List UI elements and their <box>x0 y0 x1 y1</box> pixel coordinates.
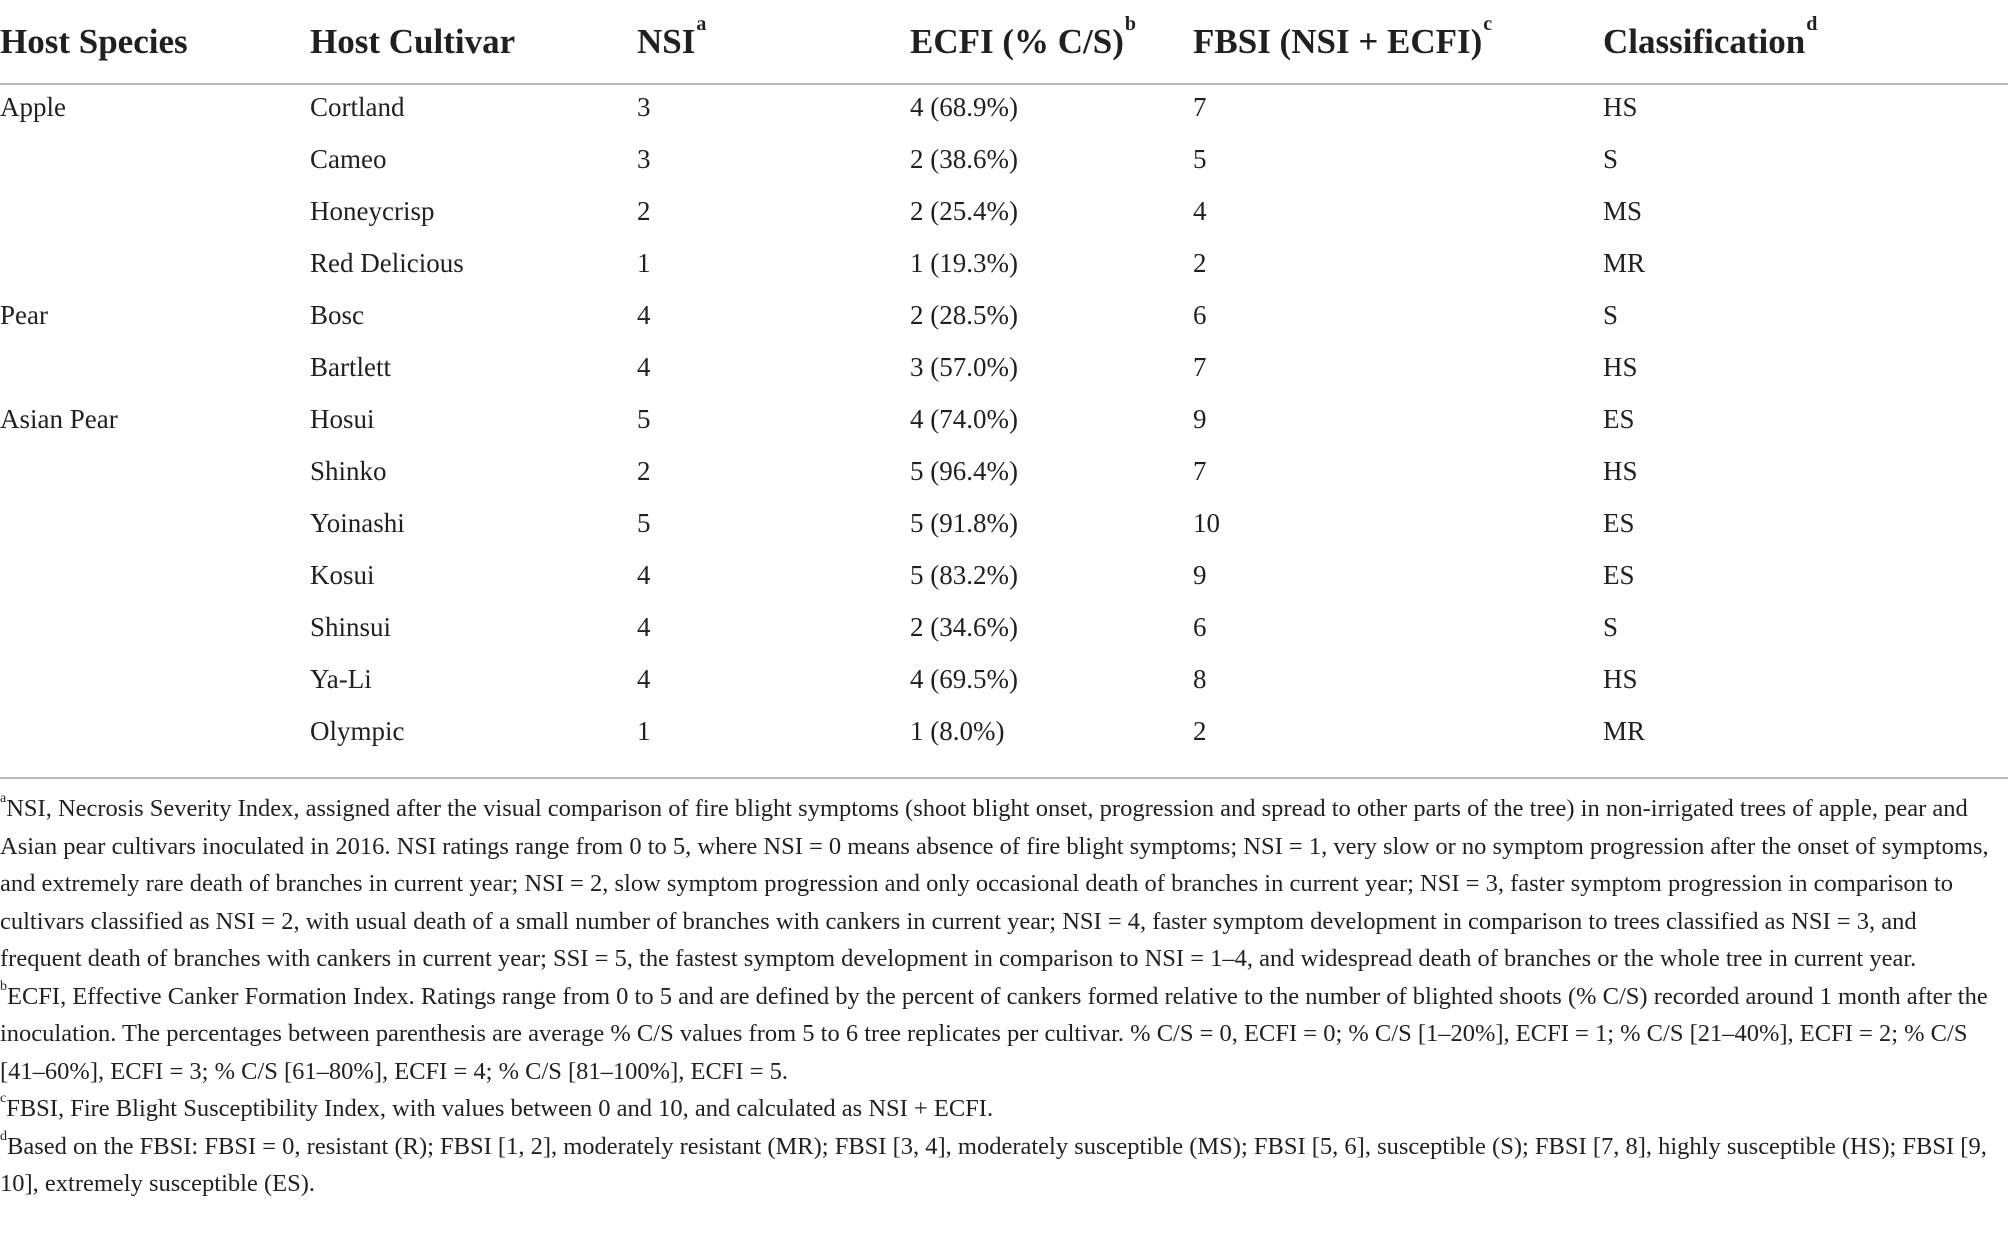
cell-ecfi: 5 (83.2%) <box>910 560 1018 590</box>
table-body <box>0 84 2008 760</box>
table-footnotes <box>0 790 2004 1203</box>
footnote-mark: c <box>1483 13 1493 35</box>
header-text: FBSI (NSI + ECFI) <box>1193 22 1483 61</box>
footnote-mark: d <box>1806 13 1818 35</box>
cell-host-species: Apple <box>0 92 66 122</box>
cell-host-cultivar: Yoinashi <box>310 508 405 538</box>
cell-classification: ES <box>1603 404 1635 434</box>
footnote-text: ECFI, Effective Canker Formation Index. Ratings range from 0 to 5 and are defined by the percent of cankers formed relative to the number of blighted shoots (% C/S) recorded around 1 month after the inoculation. The percentages between parenthesis are average % C/S values from 5 to 6 tree replicates per cultivar. % C/S = 0, ECFI = 0; % C/S [1–20%], ECFI = 1; % C/S [21–40%], ECFI = 2; % C/S [41–60%], ECFI = 3; % C/S [61–80%], ECFI = 4; % C/S [81–100%], ECFI = 5. <box>0 982 1988 1085</box>
cell-nsi: 4 <box>637 560 651 590</box>
cell-fbsi: 2 <box>1193 248 1207 278</box>
cell-fbsi: 10 <box>1193 508 1220 538</box>
cell-nsi: 4 <box>637 352 651 382</box>
cell-host-cultivar: Ya-Li <box>310 664 372 694</box>
table-row <box>0 500 2008 552</box>
cell-host-cultivar: Olympic <box>310 716 405 746</box>
cell-ecfi: 2 (25.4%) <box>910 196 1018 226</box>
cell-classification: S <box>1603 612 1619 642</box>
footnote-text: Based on the FBSI: FBSI = 0, resistant (R); FBSI [1, 2], moderately resistant (MR); FBSI [3, 4], moderately susceptible (MS); FBSI [5, 6], susceptible (S); FBSI [7, 8], highly susceptible (HS); FBSI [9, 10], extremely susceptible (ES). <box>0 1132 1987 1197</box>
table-row <box>0 708 2008 760</box>
cell-host-cultivar: Kosui <box>310 560 375 590</box>
cell-nsi: 4 <box>637 300 651 330</box>
footnote-c <box>0 1090 2004 1128</box>
table-bottom-divider <box>0 777 2008 779</box>
table-row <box>0 188 2008 240</box>
cell-ecfi: 2 (28.5%) <box>910 300 1018 330</box>
table-row <box>0 656 2008 708</box>
cell-nsi: 5 <box>637 508 651 538</box>
cell-fbsi: 9 <box>1193 404 1207 434</box>
header-classification <box>1603 13 1818 66</box>
cell-nsi: 3 <box>637 144 651 174</box>
footnote-mark: a <box>696 13 707 35</box>
footnote-mark: b <box>0 978 7 994</box>
header-text: ECFI (% C/S) <box>910 22 1124 61</box>
table-row <box>0 136 2008 188</box>
cell-fbsi: 6 <box>1193 612 1207 642</box>
cell-classification: MR <box>1603 716 1646 746</box>
cell-classification: MS <box>1603 196 1643 226</box>
table-row <box>0 396 2008 448</box>
cell-fbsi: 7 <box>1193 456 1207 486</box>
cell-ecfi: 4 (74.0%) <box>910 404 1018 434</box>
cell-ecfi: 1 (19.3%) <box>910 248 1018 278</box>
cell-host-cultivar: Hosui <box>310 404 375 434</box>
header-fbsi <box>1193 13 1493 66</box>
header-host-species <box>0 18 188 66</box>
cell-ecfi: 3 (57.0%) <box>910 352 1018 382</box>
cell-ecfi: 1 (8.0%) <box>910 716 1005 746</box>
cell-classification: HS <box>1603 664 1638 694</box>
footnote-a <box>0 790 2004 978</box>
cell-fbsi: 8 <box>1193 664 1207 694</box>
cell-fbsi: 7 <box>1193 92 1207 122</box>
cell-classification: S <box>1603 144 1619 174</box>
cell-ecfi: 2 (34.6%) <box>910 612 1018 642</box>
footnote-mark: d <box>0 1128 7 1144</box>
footnote-b <box>0 978 2004 1091</box>
header-text: Host Cultivar <box>310 22 516 61</box>
cell-fbsi: 2 <box>1193 716 1207 746</box>
header-nsi <box>637 13 707 66</box>
cell-nsi: 5 <box>637 404 651 434</box>
cell-nsi: 4 <box>637 612 651 642</box>
table-row <box>0 292 2008 344</box>
footnote-mark: b <box>1124 13 1137 35</box>
cell-host-cultivar: Red Delicious <box>310 248 464 278</box>
cell-host-species: Pear <box>0 300 48 330</box>
cell-nsi: 1 <box>637 716 651 746</box>
cell-ecfi: 4 (68.9%) <box>910 92 1018 122</box>
cell-classification: S <box>1603 300 1619 330</box>
cell-host-cultivar: Bosc <box>310 300 364 330</box>
table-row <box>0 448 2008 500</box>
header-text: Host Species <box>0 22 188 61</box>
cell-classification: MR <box>1603 248 1646 278</box>
table-row <box>0 552 2008 604</box>
table-row <box>0 604 2008 656</box>
cell-fbsi: 7 <box>1193 352 1207 382</box>
table-row <box>0 344 2008 396</box>
cell-nsi: 2 <box>637 196 651 226</box>
cell-nsi: 2 <box>637 456 651 486</box>
cell-ecfi: 4 (69.5%) <box>910 664 1018 694</box>
cell-fbsi: 4 <box>1193 196 1207 226</box>
cell-host-cultivar: Honeycrisp <box>310 196 435 226</box>
footnote-text: NSI, Necrosis Severity Index, assigned after the visual comparison of fire blight symptoms (shoot blight onset, progression and spread to other parts of the tree) in non-irrigated trees of apple, pear and Asian pear cultivars inoculated in 2016. NSI ratings range from 0 to 5, where NSI = 0 means absence of fire blight symptoms; NSI = 1, very slow or no symptom progression after the onset of symptoms, and extremely rare death of branches in current year; NSI = 2, slow symptom progression and only occasional death of branches in current year; NSI = 3, faster symptom progression in comparison to cultivars classified as NSI = 2, with usual death of a small number of branches with cankers in current year; NSI = 4, faster symptom development in comparison to trees classified as NSI = 3, and frequent death of branches with cankers in current year; SSI = 5, the fastest symptom development in comparison to NSI = 1–4, and widespread death of branches or the whole tree in current year. <box>0 795 1989 972</box>
cell-fbsi: 5 <box>1193 144 1207 174</box>
table-header-row <box>0 13 2008 66</box>
cell-host-cultivar: Shinko <box>310 456 387 486</box>
header-text: NSI <box>637 22 696 61</box>
cell-ecfi: 5 (91.8%) <box>910 508 1018 538</box>
cell-fbsi: 9 <box>1193 560 1207 590</box>
cell-classification: ES <box>1603 508 1635 538</box>
header-text: Classification <box>1603 22 1806 61</box>
table-row <box>0 240 2008 292</box>
table-row <box>0 84 2008 136</box>
header-host-cultivar <box>310 18 515 66</box>
cell-host-cultivar: Shinsui <box>310 612 392 642</box>
cell-classification: HS <box>1603 92 1638 122</box>
cell-classification: ES <box>1603 560 1635 590</box>
cell-nsi: 3 <box>637 92 651 122</box>
cell-fbsi: 6 <box>1193 300 1207 330</box>
footnote-mark: c <box>0 1091 7 1106</box>
cell-host-species: Asian Pear <box>0 404 118 434</box>
cell-host-cultivar: Cortland <box>310 92 405 122</box>
cell-host-cultivar: Bartlett <box>310 352 391 382</box>
cell-ecfi: 5 (96.4%) <box>910 456 1018 486</box>
cell-nsi: 4 <box>637 664 651 694</box>
cell-classification: HS <box>1603 352 1638 382</box>
cell-ecfi: 2 (38.6%) <box>910 144 1018 174</box>
footnote-mark: a <box>0 791 7 806</box>
cell-host-cultivar: Cameo <box>310 144 387 174</box>
header-ecfi <box>910 13 1137 66</box>
footnote-d <box>0 1128 2004 1203</box>
cell-nsi: 1 <box>637 248 651 278</box>
footnote-text: FBSI, Fire Blight Susceptibility Index, with values between 0 and 10, and calculated as NSI + ECFI. <box>6 1095 994 1122</box>
cell-classification: HS <box>1603 456 1638 486</box>
